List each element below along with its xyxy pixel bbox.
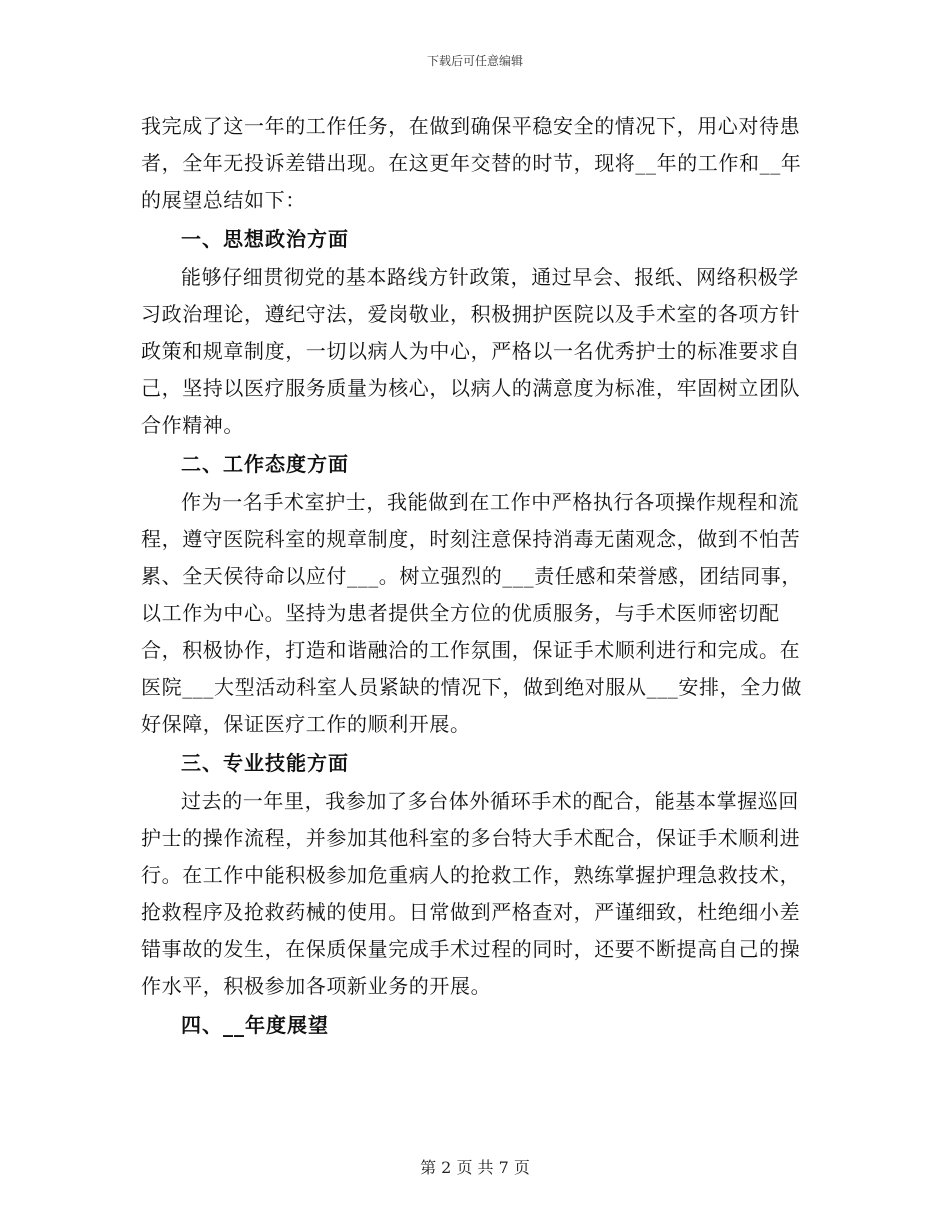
section-heading-attitude: 二、工作态度方面	[181, 452, 349, 476]
intro-paragraph: 我完成了这一年的工作任务，在做到确保平稳安全的情况下，用心对待患者，全年无投诉差错出现。在这更年交替的时节，现将__年的工作和__年的展望总结如下：	[141, 114, 802, 212]
document-body	[141, 108, 809, 1045]
section-paragraph-political: 能够仔细贯彻党的基本路线方针政策，通过早会、报纸、网络积极学习政治理论，遵纪守法，爱岗敬业，积极拥护医院以及手术室的各项方针政策和规章制度，一切以病人为中心，严格以一名优秀护士的标准要求自己，坚持以医疗服务质量为核心，以病人的满意度为标准，牢固树立团队合作精神。	[141, 265, 801, 437]
section-heading-outlook: 四、__年度展望	[181, 1013, 329, 1037]
section-heading-political: 一、思想政治方面	[181, 227, 349, 251]
page-number: 第 2 页 共 7 页	[420, 1158, 530, 1177]
section-heading-skills: 三、专业技能方面	[181, 751, 349, 775]
section-paragraph-attitude: 作为一名手术室护士，我能做到在工作中严格执行各项操作规程和流程，遵守医院科室的规章制度，时刻注意保持消毒无菌观念，做到不怕苦累、全天侯待命以应付___。树立强烈的___责任感和荣誉感，团结同事，以工作为中心。坚持为患者提供全方位的优质服务，与手术医师密切配合，积极协作，打造和谐融洽的工作氛围，保证手术顺利进行和完成。在医院___大型活动科室人员紧缺的情况下，做到绝对服从___安排，全力做好保障，保证医疗工作的顺利开展。	[141, 490, 802, 736]
section-paragraph-skills: 过去的一年里，我参加了多台体外循环手术的配合，能基本掌握巡回护士的操作流程，并参加其他科室的多台特大手术配合，保证手术顺利进行。在工作中能积极参加危重病人的抢救工作，熟练掌握护理急救技术，抢救程序及抢救药械的使用。日常做到严格查对，严谨细致，杜绝细小差错事故的发生，在保质保量完成手术过程的同时，还要不断提高自己的操作水平，积极参加各项新业务的开展。	[141, 789, 801, 998]
page-header-note: 下载后可任意编辑	[426, 54, 523, 68]
